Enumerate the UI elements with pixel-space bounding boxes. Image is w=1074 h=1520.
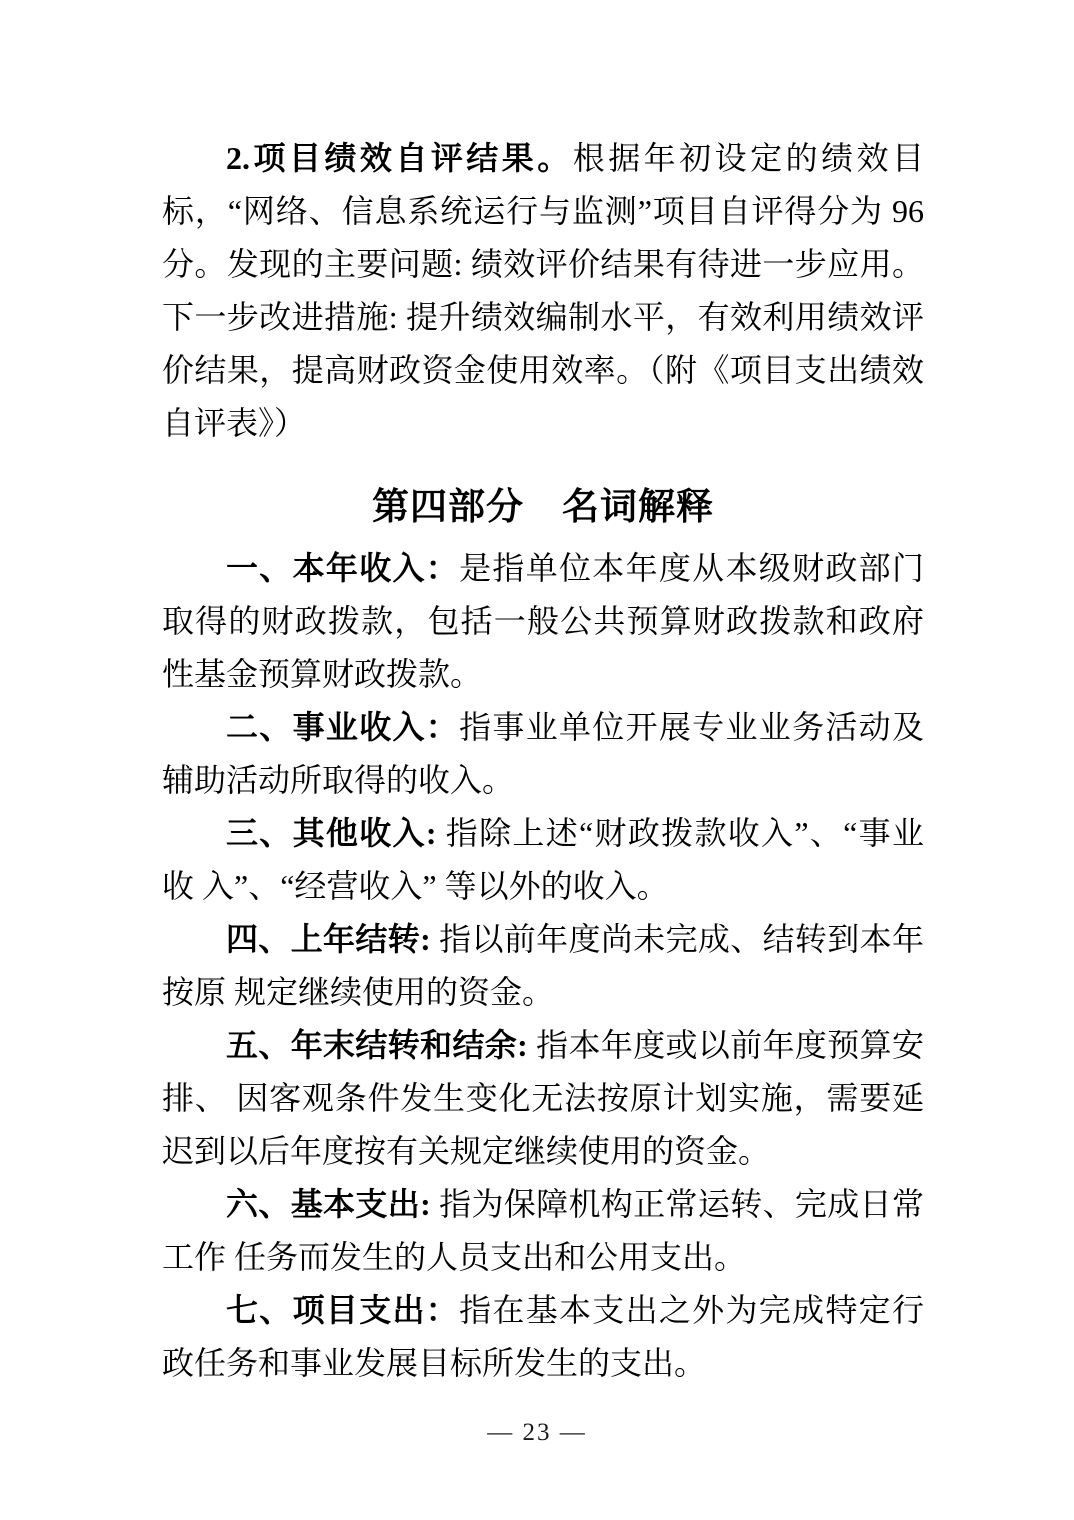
- self-eval-paragraph-lead: 2.项目绩效自评结果。: [226, 140, 573, 176]
- page-footer: [0, 1418, 1074, 1448]
- term-body: 指除上述“财政拨款收入”、“事业收 入”、“经营收入” 等以外的收入。: [162, 815, 924, 904]
- term-body: 是指单位本年度从本级财政部门取得的财政拨款，包括一般公共预算财政拨款和政府性基金预算财政拨款。: [162, 550, 924, 692]
- term-body: 指在基本支出之外为完成特定行政任务和事业发展目标所发生的支出。: [162, 1292, 924, 1381]
- self-eval-result-paragraph: [162, 132, 924, 450]
- section-title: 第四部分 名词解释: [372, 486, 714, 527]
- self-eval-paragraph-body: 根据年初设定的绩效目标，“网络、信息系统运行与监测”项目自评得分为 96 分。发现的主要问题: 绩效评价结果有待进一步应用。下一步改进措施: 提升绩效编制水平，有效利用绩效评价结果，提高财政资金使用效率。（附《项目支出绩效自评表》）: [162, 140, 924, 441]
- page-number: — 23 —: [487, 1419, 587, 1446]
- term-paragraph-basic-expenditure: [162, 1178, 924, 1284]
- term-lead: 七、项目支出：: [226, 1292, 460, 1328]
- term-lead: 六、基本支出:: [226, 1186, 431, 1222]
- term-paragraph-year-end-carryover: [162, 1019, 924, 1178]
- term-paragraph-prior-year-carryover: [162, 913, 924, 1019]
- term-paragraph-other-income: [162, 807, 924, 913]
- term-lead: 四、上年结转:: [226, 921, 431, 957]
- term-paragraph-annual-income: [162, 542, 924, 701]
- term-lead: 三、其他收入:: [226, 815, 437, 851]
- term-body: 指以前年度尚未完成、结转到本年按原 规定继续使用的资金。: [162, 921, 924, 1010]
- term-body: 指事业单位开展专业业务活动及辅助活动所取得的收入。: [162, 709, 924, 798]
- term-paragraph-operating-income: [162, 701, 924, 807]
- term-body: 指本年度或以前年度预算安排、 因客观条件发生变化无法按原计划实施，需要延迟到以后年度按有关规定继续使用的资金。: [162, 1027, 924, 1169]
- term-paragraph-project-expenditure: [162, 1284, 924, 1390]
- term-lead: 一、本年收入：: [226, 550, 460, 586]
- term-lead: 二、事业收入：: [226, 709, 460, 745]
- term-lead: 五、年末结转和结余:: [226, 1027, 528, 1063]
- term-body: 指为保障机构正常运转、完成日常工作 任务而发生的人员支出和公用支出。: [162, 1186, 924, 1275]
